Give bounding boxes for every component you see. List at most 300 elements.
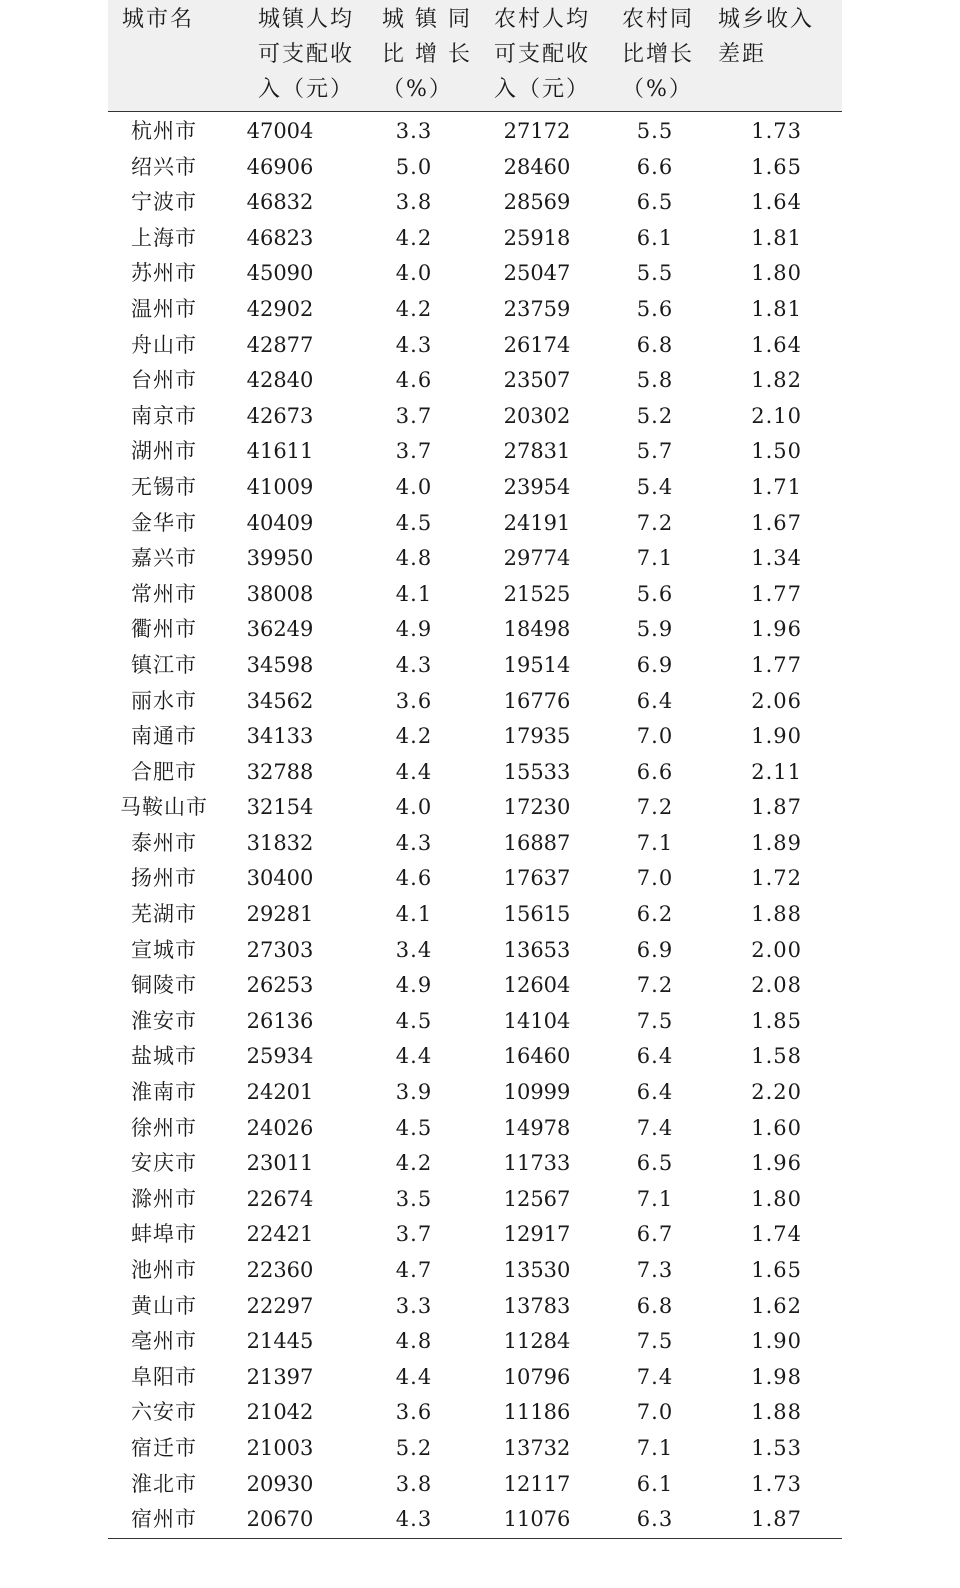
income-gap-cell: 1.65 [751, 1258, 802, 1282]
city-name-cell: 宁波市 [131, 190, 197, 215]
city-name-cell: 舟山市 [131, 332, 197, 357]
urban-growth-cell: 3.9 [395, 1080, 433, 1105]
table-row [108, 328, 842, 364]
urban-income-cell: 21042 [246, 1400, 314, 1425]
urban-growth-cell: 3.4 [395, 937, 433, 962]
rural-growth-cell: 5.9 [636, 617, 674, 642]
rural-income-cell: 11186 [503, 1400, 571, 1425]
city-name-cell: 马鞍山市 [120, 795, 208, 820]
urban-income-cell: 36249 [246, 617, 314, 642]
city-name-cell: 淮南市 [131, 1080, 197, 1105]
income-gap-cell: 2.08 [751, 973, 802, 998]
urban-growth-cell: 3.7 [395, 1222, 433, 1247]
income-gap-cell: 1.96 [751, 1151, 802, 1176]
city-name-cell: 衢州市 [131, 617, 197, 642]
table-row [108, 1217, 842, 1253]
header-line: 可支配收 [258, 42, 355, 67]
rural-growth-cell: 7.1 [636, 546, 674, 571]
city-name-cell: 蚌埠市 [131, 1222, 197, 1247]
table-row [108, 292, 842, 328]
table-row [108, 1431, 842, 1467]
city-name-cell: 池州市 [131, 1258, 197, 1282]
header-line: 比 增 长 [382, 42, 472, 67]
rural-growth-cell: 6.8 [636, 1293, 674, 1318]
income-gap-cell: 1.71 [751, 474, 802, 499]
income-gap-cell: 1.87 [710, 1502, 842, 1538]
city-name-cell: 宿州市 [108, 1502, 238, 1538]
header-line: （%） [382, 77, 453, 102]
rural-growth-cell: 7.5 [636, 1329, 674, 1354]
city-name-cell: 淮安市 [131, 1008, 197, 1033]
urban-income-cell: 20670 [238, 1502, 370, 1538]
city-name-cell: 金华市 [131, 510, 197, 535]
income-gap-cell: 1.96 [751, 617, 802, 642]
table-row [108, 826, 842, 862]
rural-income-cell: 28460 [503, 154, 571, 179]
city-name-cell: 六安市 [131, 1400, 197, 1425]
table-row [108, 897, 842, 933]
income-gap-cell: 1.77 [751, 581, 802, 606]
rural-growth-cell: 5.4 [636, 474, 674, 499]
header-line: 入（元） [258, 77, 355, 102]
city-name-cell: 合肥市 [131, 759, 197, 784]
urban-growth-cell: 3.7 [395, 439, 433, 464]
urban-growth-cell: 4.4 [395, 1364, 433, 1389]
rural-growth-cell: 6.6 [636, 154, 674, 179]
income-gap-cell: 1.85 [751, 1008, 802, 1033]
urban-income-cell: 22421 [246, 1222, 314, 1247]
rural-growth-cell: 7.2 [636, 973, 674, 998]
rural-income-cell: 16460 [503, 1044, 571, 1069]
income-gap-cell: 1.82 [751, 368, 802, 393]
city-name-cell: 温州市 [131, 296, 197, 321]
city-name-cell: 台州市 [131, 368, 197, 393]
table-row [108, 221, 842, 257]
income-gap-cell: 1.62 [751, 1293, 802, 1318]
rural-income-cell: 23954 [503, 474, 571, 499]
urban-income-cell: 22674 [246, 1186, 314, 1211]
income-gap-cell: 1.90 [751, 1329, 802, 1354]
city-name-cell: 宣城市 [131, 937, 197, 962]
urban-growth-cell: 4.3 [370, 1502, 482, 1538]
rural-growth-cell: 6.1 [636, 1471, 674, 1496]
income-gap-cell: 1.58 [751, 1044, 802, 1069]
city-name-cell: 南通市 [131, 724, 197, 749]
table-row [108, 577, 842, 613]
rural-income-header [482, 0, 610, 112]
rural-income-cell: 15615 [503, 902, 571, 927]
urban-income-cell: 41611 [246, 439, 314, 464]
header-line: 入（元） [494, 77, 591, 102]
urban-growth-cell: 4.0 [395, 261, 433, 286]
rural-income-cell: 26174 [503, 332, 571, 357]
rural-growth-cell: 7.0 [636, 1400, 674, 1425]
urban-growth-cell: 4.7 [395, 1258, 433, 1282]
city-name-cell: 亳州市 [131, 1329, 197, 1354]
table-row [108, 1004, 842, 1040]
city-name-cell: 徐州市 [131, 1115, 197, 1140]
rural-income-cell: 25918 [503, 225, 571, 250]
table-row [108, 1502, 842, 1538]
urban-income-cell: 40409 [246, 510, 314, 535]
rural-growth-cell: 6.4 [636, 1044, 674, 1069]
rural-income-cell: 18498 [503, 617, 571, 642]
urban-growth-cell: 5.2 [395, 1435, 433, 1460]
table-row [108, 861, 842, 897]
rural-growth-cell: 5.6 [636, 581, 674, 606]
urban-income-header [238, 0, 370, 112]
rural-income-cell: 17230 [503, 795, 571, 820]
income-gap-cell: 1.67 [751, 510, 802, 535]
urban-income-cell: 30400 [246, 866, 314, 891]
rural-income-cell: 21525 [503, 581, 571, 606]
header-line: 城 镇 同 [382, 7, 472, 32]
rural-growth-cell: 7.2 [636, 795, 674, 820]
income-gap-cell: 1.88 [751, 1400, 802, 1425]
urban-income-cell: 39950 [246, 546, 314, 571]
income-gap-cell: 1.53 [751, 1435, 802, 1460]
urban-growth-cell: 4.5 [395, 1008, 433, 1033]
urban-income-cell: 45090 [246, 261, 314, 286]
urban-growth-cell: 4.6 [395, 866, 433, 891]
city-name-cell: 铜陵市 [131, 973, 197, 998]
urban-income-cell: 32788 [246, 759, 314, 784]
urban-growth-header [370, 0, 482, 112]
urban-income-cell: 24201 [246, 1080, 314, 1105]
rural-income-cell: 11284 [503, 1329, 571, 1354]
table-row [108, 541, 842, 577]
table-row [108, 112, 842, 150]
rural-income-cell: 15533 [503, 759, 571, 784]
rural-income-cell: 13783 [503, 1293, 571, 1318]
rural-income-cell: 13530 [503, 1258, 571, 1282]
rural-income-cell: 19514 [503, 652, 571, 677]
city-name-cell: 阜阳市 [131, 1364, 197, 1389]
income-gap-cell: 2.20 [751, 1080, 802, 1105]
rural-income-cell: 13732 [503, 1435, 571, 1460]
income-gap-header [710, 0, 842, 112]
table-body [108, 112, 842, 1539]
city-name-cell: 丽水市 [131, 688, 197, 713]
urban-income-cell: 22297 [246, 1293, 314, 1318]
income-table-container [108, 0, 842, 1539]
city-name-cell: 滁州市 [131, 1186, 197, 1211]
table-row [108, 470, 842, 506]
income-gap-cell: 1.73 [751, 1471, 802, 1496]
urban-growth-cell: 4.0 [395, 474, 433, 499]
urban-income-cell: 20930 [246, 1471, 314, 1496]
income-gap-cell: 1.80 [751, 261, 802, 286]
rural-income-cell: 11076 [482, 1502, 610, 1538]
city-name-cell: 上海市 [131, 225, 197, 250]
rural-growth-cell: 6.9 [636, 652, 674, 677]
urban-income-cell: 46906 [246, 154, 314, 179]
rural-growth-cell: 7.3 [636, 1258, 674, 1282]
rural-income-cell: 10999 [503, 1080, 571, 1105]
header-line: 城镇人均 [258, 7, 355, 32]
urban-growth-cell: 4.4 [395, 759, 433, 784]
table-row [108, 506, 842, 542]
header-line: 农村同 [622, 7, 695, 32]
urban-income-cell: 21397 [246, 1364, 314, 1389]
urban-growth-cell: 4.1 [395, 581, 433, 606]
rural-income-cell: 20302 [503, 403, 571, 428]
urban-growth-cell: 4.3 [395, 332, 433, 357]
urban-growth-cell: 4.3 [395, 652, 433, 677]
table-header-row [108, 0, 842, 112]
urban-growth-cell: 4.6 [395, 368, 433, 393]
income-gap-cell: 1.65 [751, 154, 802, 179]
rural-growth-cell: 5.2 [636, 403, 674, 428]
rural-income-cell: 12117 [503, 1471, 571, 1496]
income-gap-cell: 1.88 [751, 902, 802, 927]
income-gap-cell: 1.89 [751, 830, 802, 855]
urban-growth-cell: 4.2 [395, 1151, 433, 1176]
income-gap-cell: 1.90 [751, 724, 802, 749]
urban-growth-cell: 3.7 [395, 403, 433, 428]
rural-growth-cell: 7.0 [636, 866, 674, 891]
urban-growth-cell: 4.2 [395, 724, 433, 749]
urban-income-cell: 24026 [246, 1115, 314, 1140]
rural-growth-cell: 5.8 [636, 368, 674, 393]
table-row [108, 1289, 842, 1325]
urban-growth-cell: 4.9 [395, 973, 433, 998]
income-gap-cell: 1.74 [751, 1222, 802, 1247]
rural-income-cell: 14104 [503, 1008, 571, 1033]
rural-growth-header [610, 0, 710, 112]
header-line: 差距 [718, 42, 767, 67]
rural-growth-cell: 7.1 [636, 1435, 674, 1460]
table-row [108, 1039, 842, 1075]
urban-growth-cell: 3.6 [395, 1400, 433, 1425]
rural-income-cell: 16887 [503, 830, 571, 855]
table-row [108, 755, 842, 791]
urban-growth-cell: 4.4 [395, 1044, 433, 1069]
city-name-cell: 常州市 [131, 581, 197, 606]
urban-income-cell: 21003 [246, 1435, 314, 1460]
income-gap-cell: 1.64 [751, 190, 802, 215]
rural-growth-cell: 7.1 [636, 830, 674, 855]
header-line: 可支配收 [494, 42, 591, 67]
urban-income-cell: 42673 [246, 403, 314, 428]
urban-income-cell: 46832 [246, 190, 314, 215]
urban-income-cell: 42902 [246, 296, 314, 321]
income-gap-cell: 2.00 [751, 937, 802, 962]
rural-growth-cell: 6.4 [636, 688, 674, 713]
rural-growth-cell: 6.7 [636, 1222, 674, 1247]
header-line: 比增长 [622, 42, 695, 67]
urban-growth-cell: 4.1 [395, 902, 433, 927]
table-row [108, 719, 842, 755]
city-name-cell: 扬州市 [131, 866, 197, 891]
rural-growth-cell: 7.0 [636, 724, 674, 749]
urban-income-cell: 46823 [246, 225, 314, 250]
urban-income-cell: 25934 [246, 1044, 314, 1069]
rural-income-cell: 27172 [503, 119, 571, 143]
rural-growth-cell: 7.5 [636, 1008, 674, 1033]
rural-income-cell: 25047 [503, 261, 571, 286]
urban-income-cell: 26253 [246, 973, 314, 998]
urban-growth-cell: 4.3 [395, 830, 433, 855]
table-row [108, 1075, 842, 1111]
urban-growth-cell: 4.8 [395, 1329, 433, 1354]
income-gap-cell: 1.98 [751, 1364, 802, 1389]
table-row [108, 399, 842, 435]
rural-income-cell: 23759 [503, 296, 571, 321]
table-row [108, 1360, 842, 1396]
rural-income-cell: 12604 [503, 973, 571, 998]
rural-growth-cell: 6.2 [636, 902, 674, 927]
urban-growth-cell: 4.9 [395, 617, 433, 642]
city-name-cell: 无锡市 [131, 474, 197, 499]
rural-growth-cell: 7.1 [636, 1186, 674, 1211]
city-name-cell: 淮北市 [131, 1471, 197, 1496]
urban-income-cell: 42840 [246, 368, 314, 393]
table-row [108, 185, 842, 221]
rural-growth-cell: 6.6 [636, 759, 674, 784]
rural-income-cell: 27831 [503, 439, 571, 464]
income-gap-cell: 2.06 [751, 688, 802, 713]
urban-income-cell: 29281 [246, 902, 314, 927]
table-row [108, 256, 842, 292]
rural-income-cell: 12917 [503, 1222, 571, 1247]
income-gap-cell: 1.77 [751, 652, 802, 677]
urban-growth-cell: 3.3 [395, 119, 433, 143]
rural-growth-cell: 6.1 [636, 225, 674, 250]
income-gap-cell: 1.87 [751, 795, 802, 820]
rural-income-cell: 11733 [503, 1151, 571, 1176]
income-table [108, 0, 842, 1539]
rural-income-cell: 12567 [503, 1186, 571, 1211]
income-gap-cell: 1.50 [751, 439, 802, 464]
city-name-cell: 苏州市 [131, 261, 197, 286]
city-name-cell: 嘉兴市 [131, 546, 197, 571]
rural-growth-cell: 5.7 [636, 439, 674, 464]
rural-growth-cell: 6.5 [636, 190, 674, 215]
city-name-header [108, 0, 238, 112]
table-row [108, 363, 842, 399]
urban-income-cell: 31832 [246, 830, 314, 855]
income-gap-cell: 1.81 [751, 296, 802, 321]
city-name-cell: 芜湖市 [131, 902, 197, 927]
urban-growth-cell: 4.5 [395, 510, 433, 535]
urban-income-cell: 34562 [246, 688, 314, 713]
income-gap-cell: 1.34 [751, 546, 802, 571]
city-name-cell: 南京市 [131, 403, 197, 428]
city-name-cell: 黄山市 [131, 1293, 197, 1318]
urban-growth-cell: 4.0 [395, 795, 433, 820]
rural-growth-cell: 6.9 [636, 937, 674, 962]
rural-growth-cell: 7.2 [636, 510, 674, 535]
table-row [108, 968, 842, 1004]
urban-income-cell: 34133 [246, 724, 314, 749]
urban-growth-cell: 4.2 [395, 296, 433, 321]
table-row [108, 1146, 842, 1182]
table-row [108, 1253, 842, 1289]
table-row [108, 684, 842, 720]
rural-growth-cell: 6.3 [610, 1502, 710, 1538]
table-row [108, 1395, 842, 1431]
urban-income-cell: 23011 [246, 1151, 314, 1176]
table-row [108, 150, 842, 186]
city-name-cell: 泰州市 [131, 830, 197, 855]
urban-income-cell: 42877 [246, 332, 314, 357]
rural-income-cell: 13653 [503, 937, 571, 962]
city-name-cell: 杭州市 [131, 119, 197, 143]
city-name-cell: 绍兴市 [131, 154, 197, 179]
rural-income-cell: 14978 [503, 1115, 571, 1140]
urban-growth-cell: 3.8 [395, 190, 433, 215]
rural-growth-cell: 5.5 [636, 261, 674, 286]
city-name-cell: 宿迁市 [131, 1435, 197, 1460]
urban-growth-cell: 4.8 [395, 546, 433, 571]
income-gap-cell: 1.72 [751, 866, 802, 891]
rural-income-cell: 10796 [503, 1364, 571, 1389]
rural-growth-cell: 5.5 [636, 119, 674, 143]
header-line: 农村人均 [494, 7, 591, 32]
urban-income-cell: 38008 [246, 581, 314, 606]
urban-income-cell: 34598 [246, 652, 314, 677]
rural-income-cell: 28569 [503, 190, 571, 215]
rural-growth-cell: 6.5 [636, 1151, 674, 1176]
rural-income-cell: 17637 [503, 866, 571, 891]
table-row [108, 1182, 842, 1218]
urban-income-cell: 21445 [246, 1329, 314, 1354]
header-line: 城市名 [122, 7, 195, 32]
urban-income-cell: 47004 [246, 119, 314, 143]
income-gap-cell: 1.73 [751, 119, 802, 143]
income-gap-cell: 1.64 [751, 332, 802, 357]
urban-growth-cell: 3.8 [395, 1471, 433, 1496]
rural-growth-cell: 6.4 [636, 1080, 674, 1105]
urban-growth-cell: 3.5 [395, 1186, 433, 1211]
rural-growth-cell: 6.8 [636, 332, 674, 357]
rural-growth-cell: 5.6 [636, 296, 674, 321]
rural-income-cell: 23507 [503, 368, 571, 393]
urban-growth-cell: 3.6 [395, 688, 433, 713]
rural-income-cell: 16776 [503, 688, 571, 713]
income-gap-cell: 1.80 [751, 1186, 802, 1211]
rural-income-cell: 24191 [503, 510, 571, 535]
urban-growth-cell: 5.0 [395, 154, 433, 179]
urban-income-cell: 26136 [246, 1008, 314, 1033]
header-line: 城乡收入 [718, 7, 815, 32]
table-row [108, 434, 842, 470]
table-row [108, 790, 842, 826]
urban-growth-cell: 4.2 [395, 225, 433, 250]
income-gap-cell: 1.60 [751, 1115, 802, 1140]
income-gap-cell: 1.81 [751, 225, 802, 250]
urban-growth-cell: 3.3 [395, 1293, 433, 1318]
table-row [108, 933, 842, 969]
table-row [108, 1324, 842, 1360]
urban-income-cell: 41009 [246, 474, 314, 499]
rural-income-cell: 17935 [503, 724, 571, 749]
rural-growth-cell: 7.4 [636, 1115, 674, 1140]
income-gap-cell: 2.10 [751, 403, 802, 428]
city-name-cell: 湖州市 [131, 439, 197, 464]
city-name-cell: 镇江市 [131, 652, 197, 677]
urban-income-cell: 32154 [246, 795, 314, 820]
table-row [108, 612, 842, 648]
header-line: （%） [622, 77, 693, 102]
table-row [108, 648, 842, 684]
urban-income-cell: 27303 [246, 937, 314, 962]
table-row [108, 1111, 842, 1147]
city-name-cell: 盐城市 [131, 1044, 197, 1069]
rural-growth-cell: 7.4 [636, 1364, 674, 1389]
rural-income-cell: 29774 [503, 546, 571, 571]
